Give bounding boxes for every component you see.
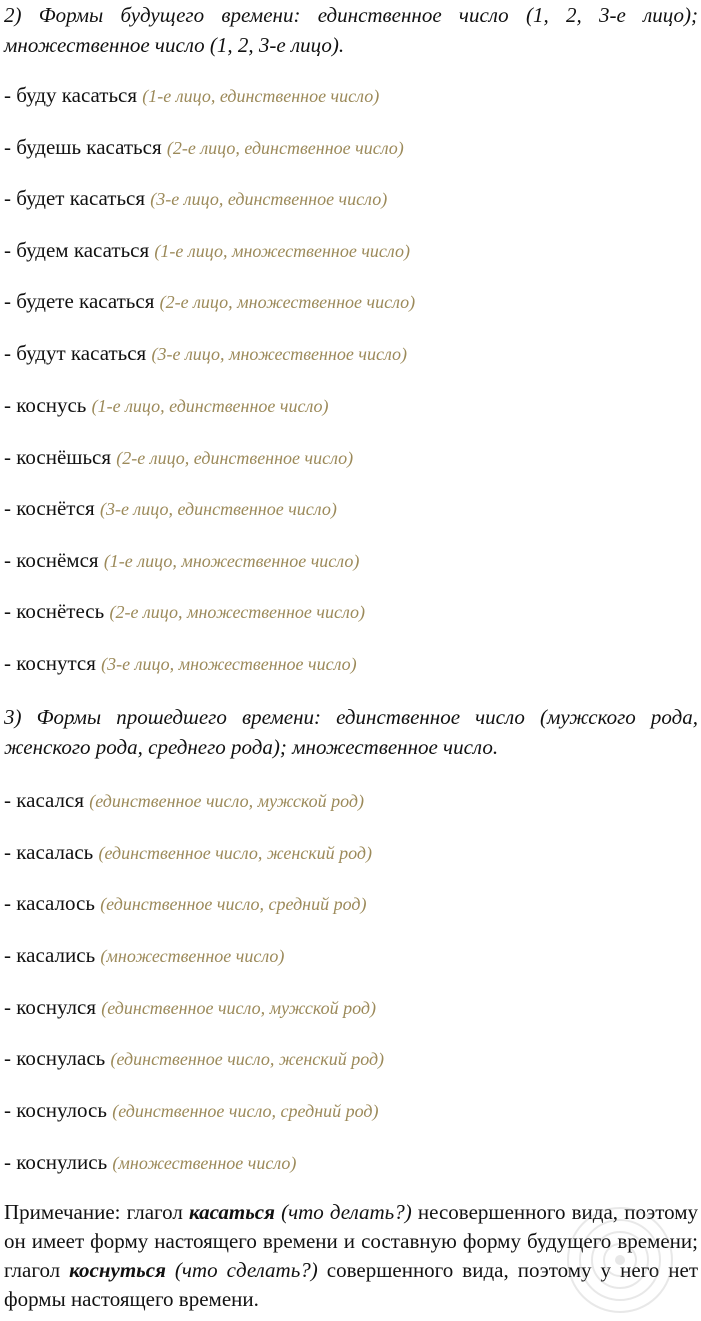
item-word: - касалась — [4, 840, 94, 864]
item-word: - будет касаться — [4, 186, 146, 210]
item-note: (3-е лицо, единственное число) — [150, 189, 388, 209]
list-item — [4, 942, 284, 969]
list-item — [4, 787, 364, 814]
item-note: (1-е лицо, единственное число) — [142, 86, 380, 106]
item-word: - коснутся — [4, 651, 96, 675]
list-item — [4, 890, 366, 917]
remark-text: совершенного вида, поэтому у него нет формы настоящего времени. — [4, 1258, 698, 1311]
item-word: - коснёмся — [4, 548, 99, 572]
list-item — [4, 1149, 296, 1176]
list-item — [4, 237, 410, 264]
list-item — [4, 185, 387, 212]
item-word: - коснулась — [4, 1046, 106, 1070]
remark-text: несовершенного вида, поэтому он имеет форму настоящего времени и составную форму будущего времени; глагол — [4, 1200, 699, 1282]
future-tense-heading: 2) Формы будущего времени: единственное число (1, 2, 3-е лицо); множественное число (1, 2, 3-е лицо). — [4, 3, 698, 57]
item-word: - коснётся — [4, 496, 95, 520]
item-word: - будут касаться — [4, 341, 147, 365]
list-item — [4, 392, 329, 419]
list-item — [4, 134, 404, 161]
item-note: (3-е лицо, множественное число) — [101, 654, 357, 674]
item-word: - будешь касаться — [4, 135, 162, 159]
item-note: (единственное число, мужской род) — [101, 998, 377, 1018]
item-word: - будете касаться — [4, 289, 155, 313]
list-item — [4, 598, 365, 625]
item-note: (1-е лицо, множественное число) — [103, 551, 360, 571]
list-item — [4, 444, 353, 471]
item-note: (единственное число, женский род) — [98, 843, 373, 863]
list-item — [4, 994, 376, 1021]
list-item — [4, 1045, 384, 1072]
list-item — [4, 547, 359, 574]
item-word: - будем касаться — [4, 238, 150, 262]
watermark-logo — [540, 1180, 700, 1320]
list-item — [4, 495, 337, 522]
item-note: (единственное число, средний род) — [112, 1101, 379, 1121]
item-word: - коснулся — [4, 995, 96, 1019]
item-word: - коснёшься — [4, 445, 112, 469]
item-word: - коснусь — [4, 393, 87, 417]
item-word: - коснулось — [4, 1098, 107, 1122]
item-note: (2-е лицо, единственное число) — [166, 138, 404, 158]
item-note: (3-е лицо, единственное число) — [99, 499, 337, 519]
item-word: - касался — [4, 788, 84, 812]
item-note: (множественное число) — [112, 1153, 297, 1173]
item-note: (1-е лицо, множественное число) — [154, 241, 410, 261]
item-note: (1-е лицо, единственное число) — [91, 396, 329, 416]
item-note: (единственное число, женский род) — [110, 1049, 385, 1069]
item-note: (единственное число, средний род) — [100, 894, 367, 914]
item-note: (единственное число, мужской род) — [89, 791, 365, 811]
list-item — [4, 82, 379, 109]
item-word: - коснётесь — [4, 599, 105, 623]
item-note: (2-е лицо, множественное число) — [109, 602, 366, 622]
list-item — [4, 340, 407, 367]
remark-verb-perfective: коснуться — [69, 1258, 166, 1282]
item-note: (2-е лицо, множественное число) — [159, 292, 416, 312]
item-note: (3-е лицо, множественное число) — [151, 344, 408, 364]
remark-question: (что сделать?) — [165, 1258, 318, 1282]
list-item — [4, 1097, 379, 1124]
list-item — [4, 650, 357, 677]
item-note: (2-е лицо, единственное число) — [116, 448, 354, 468]
item-note: (множественное число) — [100, 946, 285, 966]
past-tense-heading: 3) Формы прошедшего времени: единственное число (мужского рода, женского рода, среднего рода); множественное число. — [4, 705, 698, 759]
remark-verb-imperfective: касаться — [188, 1200, 275, 1224]
list-item — [4, 288, 415, 315]
item-word: - касались — [4, 943, 96, 967]
item-word: - касалось — [4, 891, 95, 915]
list-item — [4, 839, 372, 866]
remark-text: Примечание: глагол — [4, 1200, 189, 1224]
remark-question: (что делать?) — [274, 1200, 412, 1224]
item-word: - коснулись — [4, 1150, 108, 1174]
item-word: - буду касаться — [4, 83, 138, 107]
